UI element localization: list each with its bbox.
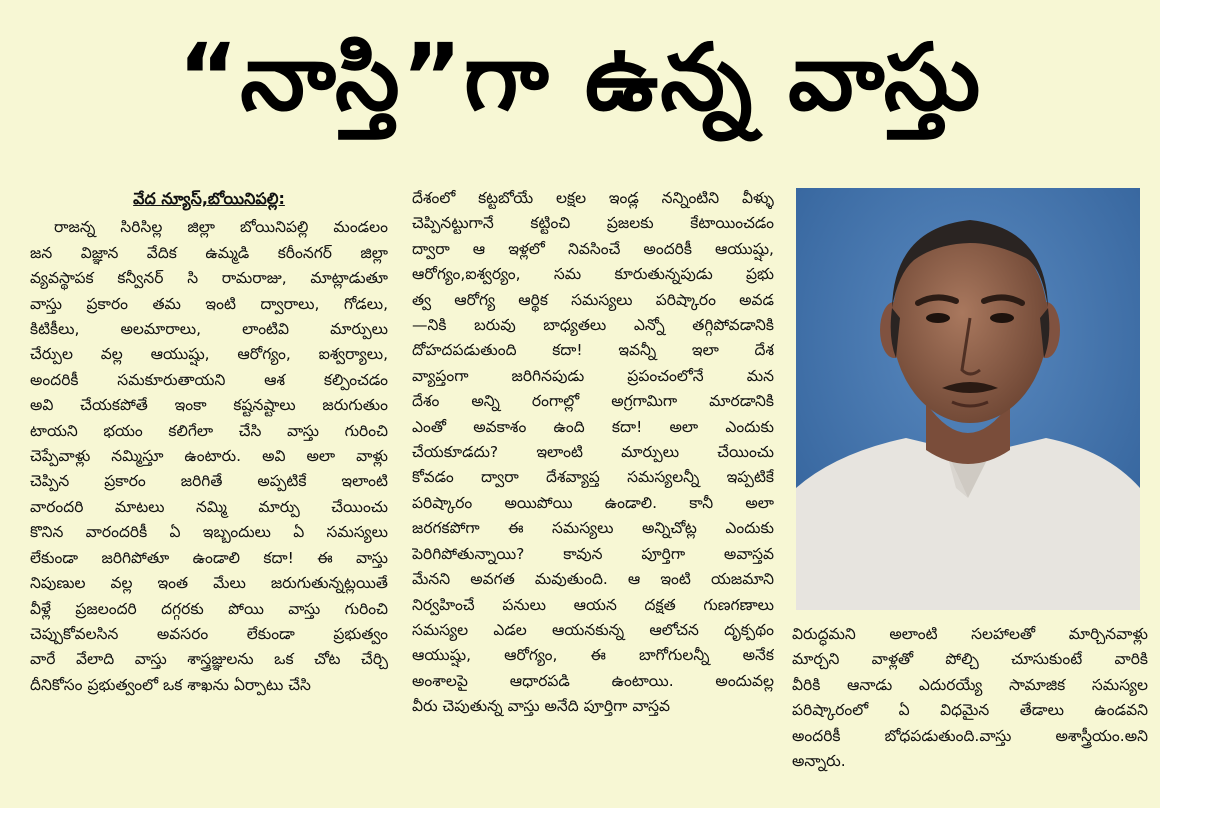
text-line: లేకుండా జరిగిపోతూ ఉండాలి కదా! ఈ వాస్తు	[30, 548, 388, 567]
text-line: పరిష్కారం అయిపోయి ఉండాలి. కానీ అలా	[412, 493, 774, 512]
text-line: చెప్పుకోవలసిన అవసరం లేకుండా ప్రభుత్వం	[30, 624, 388, 643]
text-line: వీరు చెపుతున్న వాస్తు అనేది పూర్తిగా వాస్తవ	[412, 697, 671, 716]
text-line: అన్నారు.	[792, 752, 846, 771]
text-line: వీళ్లే ప్రజలందరి దగ్గరకు పోయి వాస్తు గురించి	[30, 599, 388, 618]
text-line: త్వ ఆరోగ్య ఆర్థిక సమస్యలు పరిష్కారం అవడ	[412, 290, 774, 309]
text-line: దేశంలో కట్టబోయే లక్షల ఇండ్ల నన్నింటిని వీళ్ళు	[412, 189, 774, 207]
text-line: ఆరోగ్యం,ఐశ్వర్యం, సమ కూరుతున్నపుడు ప్రభు	[412, 265, 774, 284]
text-line: దేశం అన్ని రంగాల్లో అగ్రగామిగా మారడానికి	[412, 392, 774, 411]
text-line: వాస్తు ప్రకారం తమ ఇంటి ద్వారాలు, గోడలు,	[30, 294, 388, 313]
text-line: అందరికీ బోధపడుతుంది.వాస్తు అశాస్త్రీయం.అని	[792, 726, 1148, 745]
text-line: అవి చేయకపోతే ఇంకా కష్టనష్టాలు జరుగుతుం	[30, 396, 388, 415]
text-line: వ్యవస్థాపక కన్వీనర్ సి రామరాజు, మాట్లాడుతూ	[30, 269, 388, 288]
text-line: రాజన్న సిరిసిల్ల జిల్లా బోయినిపల్లి మండలం	[54, 218, 388, 237]
column-3-text	[792, 622, 1148, 774]
text-line: వారందరి మాటలు నమ్మి మార్పు చేయించు	[30, 497, 388, 516]
article-column-1	[30, 186, 388, 698]
article-column-2	[412, 186, 774, 720]
text-line: జరగకపోగా ఈ సమస్యలు అన్నిచోట్ల ఎందుకు	[412, 519, 774, 538]
text-line: వారే వేలాది వాస్తు శాస్త్రజ్ఞులను ఒక చోట చేర్చి	[30, 650, 388, 669]
text-line: మేనని అవగత మవుతుంది. ఆ ఇంటి యజమాని	[412, 570, 774, 589]
text-line: కోవడం ద్వారా దేశవ్యాప్త సమస్యలన్నీ ఇప్పటికే	[412, 468, 774, 487]
text-line: నిర్వహించే పనులు ఆయన దక్షత గుణగణాలు	[412, 595, 774, 614]
text-line: దీనికోసం ప్రభుత్వంలో ఒక శాఖను ఏర్పాటు చేసి	[30, 675, 311, 694]
column-2-text	[412, 186, 774, 720]
column-1-text	[30, 215, 388, 698]
text-line: —నికి బరువు బాధ్యతలు ఎన్నో తగ్గిపోవడానికి	[412, 316, 774, 335]
portrait-photo	[796, 188, 1140, 610]
byline: వేద న్యూస్,బోయినిపల్లి:	[133, 189, 285, 208]
text-line: ఎంతో అవకాశం ఉంది కదా! అలా ఎందుకు	[412, 417, 774, 436]
text-line: చెప్పేవాళ్లు నమ్మిస్తూ ఉంటారు. అవి అలా వాళ్లు	[30, 447, 388, 466]
text-line: విరుద్ధమని అలాంటి సలహాలతో మార్చినవాళ్లు	[792, 625, 1148, 643]
text-line: వ్యాప్తంగా జరిగినపుడు ప్రపంచంలోనే మన	[412, 366, 774, 385]
text-line: ద్వారా ఆ ఇళ్లలో నివసించే అందరికీ ఆయుష్షు,	[412, 239, 774, 258]
text-line: పరిష్కారంలో ఏ విధమైన తేడాలు ఉండవని	[792, 701, 1148, 720]
text-line: జన విజ్ఞాన వేదిక ఉమ్మడి కరీంనగర్ జిల్లా	[30, 243, 388, 262]
text-line: వీరికి ఆనాడు ఎదురయ్యే సామాజిక సమస్యల	[792, 675, 1148, 694]
text-line: చెప్పినట్టుగానే కట్టించి ప్రజలకు కేటాయించడం	[412, 214, 774, 233]
text-line: దోహదపడుతుంది కదా! ఇవన్నీ ఇలా దేశ	[412, 341, 774, 360]
text-line: అందరికీ సమకూరుతాయని ఆశ కల్పించడం	[30, 370, 388, 389]
text-line: చేర్పుల వల్ల ఆయుష్షు, ఆరోగ్యం, ఐశ్వర్యాలు,	[30, 345, 388, 364]
text-line: చెప్పిన ప్రకారం జరిగితే అప్పటికే ఇలాంటి	[30, 472, 388, 491]
text-line: ఆయుష్షు, ఆరోగ్యం, ఈ బాగోగులన్నీ అనేక	[412, 646, 774, 665]
text-line: కిటికీలు, అలమారాలు, లాంటివి మార్పులు	[30, 320, 388, 339]
portrait-icon	[796, 188, 1140, 610]
text-line: టాయని భయం కలిగేలా చేసి వాస్తు గురించి	[30, 421, 388, 440]
text-line: సమస్యల ఎడల ఆయనకున్న ఆలోచన దృక్పథం	[412, 620, 774, 639]
text-line: అంశాలపై ఆధారపడి ఉంటాయి. అందువల్ల	[412, 671, 774, 690]
text-line: పెరిగిపోతున్నాయి? కావున పూర్తిగా అవాస్తవ	[412, 544, 774, 563]
text-line: కొనిన వారందరికీ ఏ ఇబ్బందులు ఏ సమస్యలు	[30, 523, 388, 542]
text-line: మార్చని వాళ్లతో పోల్చి చూసుకుంటే వారికి	[792, 650, 1148, 669]
text-line: చేయకూడదు? ఇలాంటి మార్పులు చేయించు	[412, 443, 774, 462]
text-line: నిపుణుల వల్ల ఇంత మేలు జరుగుతున్నట్లయితే	[30, 574, 388, 593]
headline: “నాస్తి”గా ఉన్న వాస్తు	[177, 24, 983, 131]
article-column-3	[792, 622, 1148, 774]
